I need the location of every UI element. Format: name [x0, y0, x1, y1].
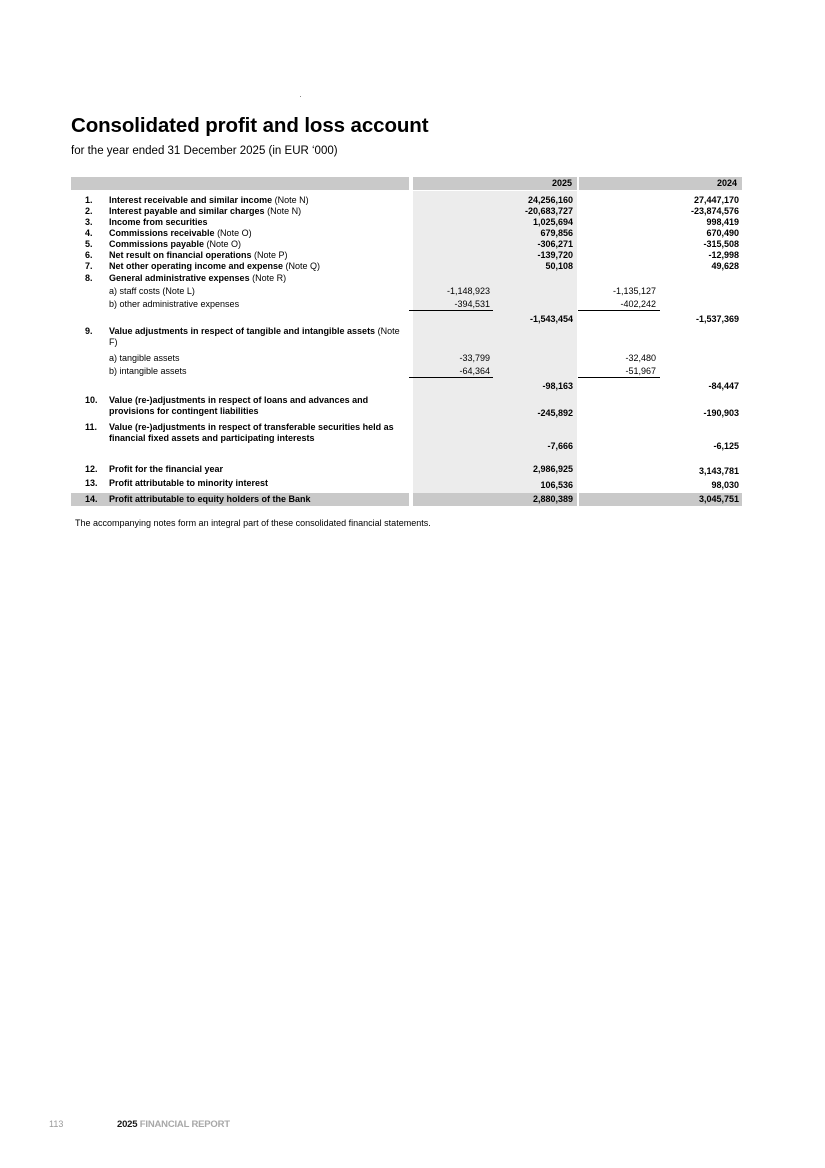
value-2025: -139,720 [537, 250, 573, 260]
row-sublabel: a) tangible assets [109, 353, 180, 363]
row-sublabel: a) staff costs (Note L) [109, 286, 195, 296]
value-2024: -6,125 [713, 441, 739, 451]
column-header-2024: 2024 [579, 177, 742, 190]
row-number: 7. [85, 261, 93, 271]
value-2025: 50,108 [545, 261, 573, 271]
page-title: Consolidated profit and loss account [71, 114, 429, 137]
row-number: 12. [85, 464, 98, 474]
value-2025: -1,543,454 [529, 314, 573, 324]
value-2024: -12,998 [708, 250, 739, 260]
row-label: Value (re-)adjustments in respect of loans and advances and provisions for contingent liabilities [109, 395, 369, 416]
subvalue-2024: -32,480 [625, 353, 656, 363]
row-number: 5. [85, 239, 93, 249]
row-number: 2. [85, 206, 93, 216]
row-label: Income from securities [109, 217, 208, 227]
row-label: Interest receivable and similar income (Note N) [109, 195, 309, 205]
value-2024: 998,419 [706, 217, 739, 227]
row-number: 4. [85, 228, 93, 238]
row-number: 6. [85, 250, 93, 260]
value-2024: 3,045,751 [698, 494, 739, 504]
subvalue-2025: -394,531 [454, 299, 490, 309]
row-label: Commissions payable (Note O) [109, 239, 242, 249]
row-label: Interest payable and similar charges (Note N) [109, 206, 302, 216]
row-label: Commissions receivable (Note O) [109, 228, 252, 238]
row-label: Net other operating income and expense (Note Q) [109, 261, 321, 271]
row-number: 14. [85, 494, 98, 504]
subvalue-2024: -51,967 [625, 366, 656, 376]
value-2024: -190,903 [703, 408, 739, 418]
column-header-2025: 2025 [413, 177, 577, 190]
row-label: General administrative expenses (Note R) [109, 273, 287, 283]
subvalue-2025: -33,799 [459, 353, 490, 363]
value-2024: -1,537,369 [695, 314, 739, 324]
value-2024: 27,447,170 [693, 195, 739, 205]
value-2024: -315,508 [703, 239, 739, 249]
value-2024: -84,447 [708, 381, 739, 391]
value-2024: 670,490 [706, 228, 739, 238]
row-label: Value (re-)adjustments in respect of transferable securities held as financial fixed assets and participating interests [109, 422, 394, 443]
row-number: 10. [85, 395, 98, 405]
report-brand: 2025 FINANCIAL REPORT [117, 1119, 230, 1130]
header-band-label [71, 177, 409, 190]
subtotal-underline [409, 377, 493, 378]
value-2025: 24,256,160 [527, 195, 573, 205]
stray-dot [300, 96, 301, 97]
row-number: 3. [85, 217, 93, 227]
subvalue-2024: -1,135,127 [612, 286, 656, 296]
statement-note: The accompanying notes form an integral part of these consolidated financial statements. [75, 518, 431, 528]
value-2025: 1,025,694 [532, 217, 573, 227]
value-2024: 49,628 [711, 261, 739, 271]
row-label: Value adjustments in respect of tangible and intangible assets (Note F) [109, 326, 400, 347]
row-number: 8. [85, 273, 93, 283]
value-2025: -7,666 [547, 441, 573, 451]
row-number: 13. [85, 478, 98, 488]
row-label: Profit attributable to equity holders of the Bank [109, 494, 311, 504]
value-2025: 106,536 [540, 480, 573, 490]
value-2025: 2,986,925 [532, 464, 573, 474]
row-number: 1. [85, 195, 93, 205]
row-sublabel: b) other administrative expenses [109, 299, 240, 309]
subvalue-2025: -64,364 [459, 366, 490, 376]
value-2025: -245,892 [537, 408, 573, 418]
value-2025: -98,163 [542, 381, 573, 391]
subvalue-2024: -402,242 [620, 299, 656, 309]
value-2025: -306,271 [537, 239, 573, 249]
row-number: 11. [85, 422, 98, 432]
page-subtitle: for the year ended 31 December 2025 (in EUR ‘000) [71, 145, 338, 157]
subtotal-underline [578, 310, 660, 311]
value-2025: 2,880,389 [532, 494, 573, 504]
subvalue-2025: -1,148,923 [446, 286, 490, 296]
row-number: 9. [85, 326, 93, 336]
subtotal-underline [578, 377, 660, 378]
value-2025: -20,683,727 [524, 206, 573, 216]
value-2025: 679,856 [540, 228, 573, 238]
row-label: Profit for the financial year [109, 464, 224, 474]
value-2024: -23,874,576 [690, 206, 739, 216]
page-number: 113 [49, 1119, 64, 1129]
row-label: Net result on financial operations (Note P) [109, 250, 288, 260]
row-sublabel: b) intangible assets [109, 366, 187, 376]
value-2024: 3,143,781 [698, 466, 739, 476]
row-label: Profit attributable to minority interest [109, 478, 269, 488]
subtotal-underline [409, 310, 493, 311]
value-2024: 98,030 [711, 480, 739, 490]
